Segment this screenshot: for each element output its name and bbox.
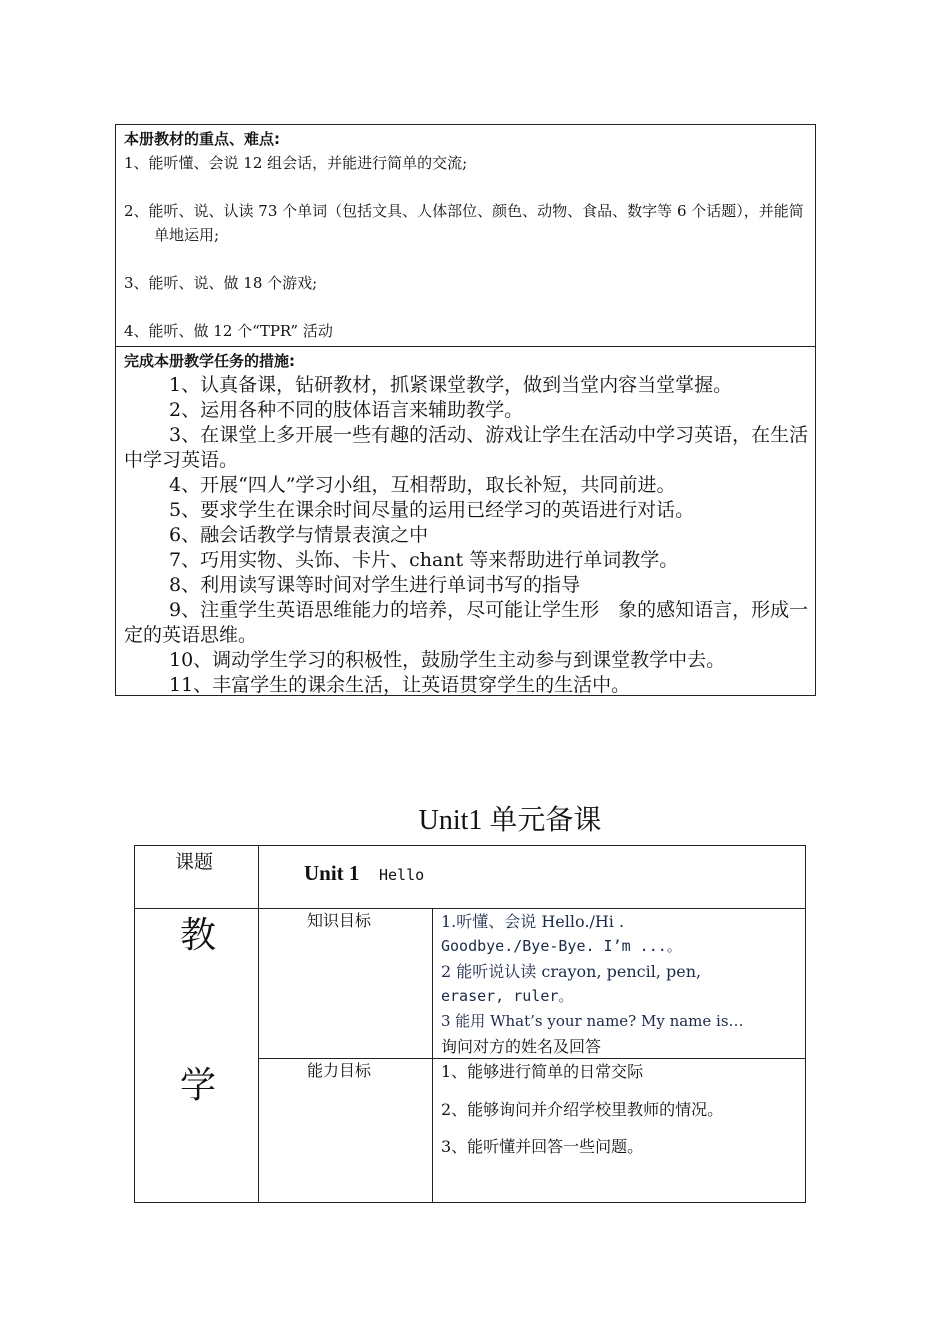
topic-label: 课题	[175, 851, 214, 873]
measure-10: 10、调动学生学习的积极性，鼓励学生主动参与到课堂教学中去。	[169, 649, 726, 671]
topic-title: Hello	[379, 866, 425, 884]
measure-6: 6、融会话教学与情景表演之中	[169, 524, 429, 546]
measure-9: 9、注重学生英语思维能力的培养，尽可能让学生形 象的感知语言，形成一定的英语思维。	[124, 599, 809, 646]
measure-1: 1、认真备课，钻研教材，抓紧课堂教学，做到当堂内容当堂掌握。	[169, 374, 733, 396]
ability-goal-label: 能力目标	[307, 1061, 372, 1080]
focus-point-1: 1、能听懂、会说 12 组会话，并能进行简单的交流;	[124, 154, 468, 172]
measure-11: 11、丰富学生的课余生活，让英语贯穿学生的生活中。	[169, 674, 631, 696]
ability-line-3: 3、能听懂并回答一些问题。	[441, 1137, 644, 1156]
knowledge-goal-label: 知识目标	[307, 911, 372, 930]
focus-point-3: 3、能听、说、做 18 个游戏;	[124, 274, 318, 292]
topic-unit: Unit 1	[304, 861, 360, 885]
knowledge-line-5: 3 能用 What’s your name? My name is…	[441, 1012, 744, 1030]
teaching-label-top: 教	[180, 915, 217, 956]
column-divider-2	[432, 908, 433, 1202]
knowledge-line-6: 询问对方的姓名及回答	[441, 1037, 602, 1056]
unit-plan-table	[134, 845, 806, 1203]
measure-3: 3、在课堂上多开展一些有趣的活动、游戏让学生在活动中学习英语，在生活中学习英语。	[124, 424, 809, 471]
measure-2: 2、运用各种不同的肢体语言来辅助教学。	[169, 399, 524, 421]
focus-point-2: 2、能听、说、认读 73 个单词（包括文具、人体部位、颜色、动物、食品、数字等 6 个话题），并能简单地运用;	[124, 202, 804, 244]
knowledge-line-2: Goodbye./Bye-Bye. I’m ...。	[441, 937, 682, 955]
measures-heading: 完成本册教学任务的措施:	[124, 352, 295, 370]
measure-4: 4、开展“四人”学习小组，互相帮助，取长补短，共同前进。	[169, 474, 676, 496]
teaching-label-bottom: 学	[180, 1065, 217, 1106]
knowledge-line-3: 2 能听说认读 crayon, pencil, pen,	[441, 962, 702, 981]
focus-measures-table	[115, 124, 816, 696]
column-divider-1	[258, 846, 259, 1202]
focus-heading: 本册教材的重点、难点:	[124, 130, 280, 148]
knowledge-line-1: 1.听懂、会说 Hello./Hi .	[441, 912, 625, 931]
unit-heading: Unit1 单元备课	[418, 805, 602, 836]
focus-point-4: 4、能听、做 12 个“TPR” 活动	[124, 322, 333, 340]
measure-5: 5、要求学生在课余时间尽量的运用已经学习的英语进行对话。	[169, 499, 695, 521]
measure-7: 7、巧用实物、头饰、卡片、chant 等来帮助进行单词教学。	[169, 549, 679, 571]
knowledge-line-4: eraser, ruler。	[441, 987, 574, 1005]
measures-cell	[116, 347, 815, 695]
focus-difficulty-cell	[116, 125, 815, 347]
measure-8: 8、利用读写课等时间对学生进行单词书写的指导	[169, 574, 581, 596]
ability-line-1: 1、能够进行简单的日常交际	[441, 1062, 644, 1081]
ability-line-2: 2、能够询问并介绍学校里教师的情况。	[441, 1100, 724, 1119]
